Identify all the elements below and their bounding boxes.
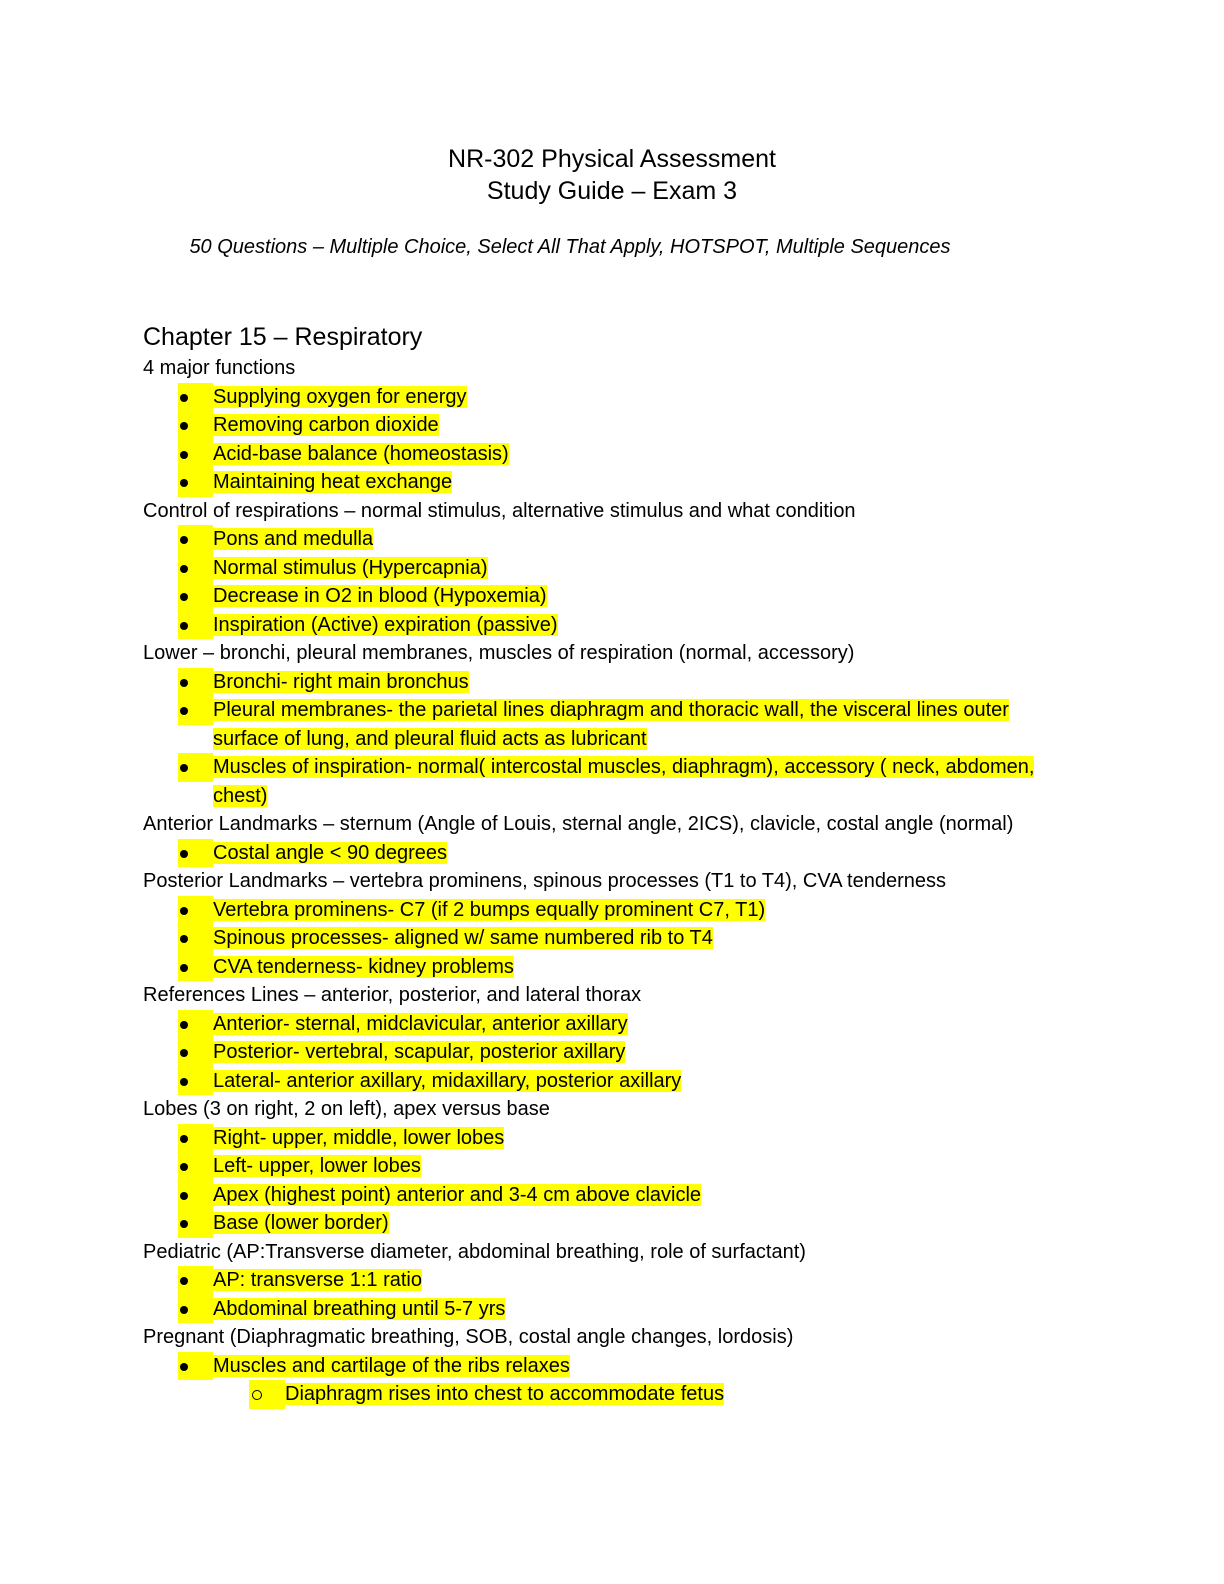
bullet-icon [178,411,213,440]
bullet-icon [178,753,213,782]
bullet-list [143,383,1073,497]
list-item [143,440,1073,469]
list-item [143,554,1073,583]
title-line-2: Study Guide – Exam 3 [486,177,738,205]
list-item [143,1124,1073,1153]
list-item [143,896,1073,925]
list-item-text: Costal angle < 90 degrees [213,841,448,864]
title-line-1: NR-302 Physical Assessment [448,145,776,173]
list-item [143,1209,1073,1238]
list-item-text: Decrease in O2 in blood (Hypoxemia) [213,585,547,607]
list-item [143,1067,1073,1096]
list-item [143,1010,1073,1039]
section-heading: Anterior Landmarks – sternum (Angle of Louis, sternal angle, 2ICS), clavicle, costal angle (normal) [143,813,1014,835]
list-item-text: CVA tenderness- kidney problems [213,955,514,978]
list-item-text: Base (lower border) [213,1212,389,1234]
bullet-icon [178,896,213,925]
bullet-list [143,668,1073,811]
section-heading: 4 major functions [143,357,296,379]
bullet-icon [178,1209,213,1238]
document-title [0,143,1224,207]
bullet-icon [178,1152,213,1181]
bullet-list [143,1266,1073,1323]
list-item-text: Muscles and cartilage of the ribs relaxes [213,1354,570,1377]
list-item [143,696,1073,753]
list-item [143,1352,1073,1381]
bullet-list [143,896,1073,982]
list-item [143,1181,1073,1210]
hollow-bullet-icon [249,1380,285,1409]
list-item [143,468,1073,497]
bullet-icon [178,1295,213,1324]
bullet-icon [178,611,213,640]
list-item-text: Posterior- vertebral, scapular, posterior axillary [213,1041,626,1063]
bullet-icon [178,1010,213,1039]
chapter-heading: Chapter 15 – Respiratory [143,323,423,351]
list-item-text: Supplying oxygen for energy [213,385,467,408]
bullet-icon [178,924,213,953]
bullet-icon [178,468,213,497]
section-heading: Posterior Landmarks – vertebra prominens, spinous processes (T1 to T4), CVA tenderness [143,870,946,892]
sub-list-item-text: Diaphragm rises into chest to accommodate fetus [285,1383,725,1405]
list-item-text: Acid-base balance (homeostasis) [213,442,509,465]
list-item-text: Pleural membranes- the parietal lines diaphragm and thoracic wall, the visceral lines outer surface of lung, and pleural fluid acts as lubricant [213,699,1009,750]
list-item [143,668,1073,697]
list-item [143,1266,1073,1295]
list-item-text: Abdominal breathing until 5-7 yrs [213,1297,506,1320]
list-item [143,525,1073,554]
bullet-icon [178,1124,213,1153]
list-item-text: Spinous processes- aligned w/ same numbered rib to T4 [213,927,713,949]
bullet-icon [178,1181,213,1210]
bullet-icon [178,1352,213,1381]
bullet-list [143,1124,1073,1238]
list-item [143,383,1073,412]
list-item-text: Maintaining heat exchange [213,471,453,493]
list-item [143,924,1073,953]
list-item-text: Removing carbon dioxide [213,414,439,436]
list-item [143,1038,1073,1067]
list-item [143,1152,1073,1181]
bullet-icon [178,383,213,412]
exam-format-note: 50 Questions – Multiple Choice, Select All That Apply, HOTSPOT, Multiple Sequences [189,236,951,258]
section-heading: Lobes (3 on right, 2 on left), apex versus base [143,1098,550,1120]
bullet-icon [178,839,213,868]
sections-container [143,354,1073,1409]
bullet-list [143,1352,1073,1409]
list-item-text: Pons and medulla [213,528,374,550]
list-item [143,1295,1073,1324]
section-heading: Pregnant (Diaphragmatic breathing, SOB, costal angle changes, lordosis) [143,1326,794,1348]
list-item-text: Apex (highest point) anterior and 3-4 cm above clavicle [213,1183,702,1206]
list-item-text: AP: transverse 1:1 ratio [213,1269,422,1291]
sub-list-item [143,1380,1073,1409]
document-body [143,321,1073,1409]
bullet-list [143,839,1073,868]
bullet-icon [178,525,213,554]
list-item-text: Anterior- sternal, midclavicular, anterior axillary [213,1012,628,1035]
section-heading: Lower – bronchi, pleural membranes, muscles of respiration (normal, accessory) [143,642,855,664]
bullet-icon [178,554,213,583]
list-item-text: Right- upper, middle, lower lobes [213,1126,505,1149]
list-item-text: Inspiration (Active) expiration (passive) [213,613,558,636]
bullet-list [143,1010,1073,1096]
list-item-text: Normal stimulus (Hypercapnia) [213,556,488,579]
bullet-list [143,525,1073,639]
list-item-text: Bronchi- right main bronchus [213,670,469,693]
bullet-icon [178,582,213,611]
bullet-icon [178,1067,213,1096]
bullet-icon [178,1038,213,1067]
section-heading: Control of respirations – normal stimulus, alternative stimulus and what condition [143,499,856,522]
bullet-icon [178,953,213,982]
list-item [143,839,1073,868]
section-heading: References Lines – anterior, posterior, and lateral thorax [143,984,642,1006]
list-item [143,411,1073,440]
bullet-icon [178,696,213,725]
list-item-text: Muscles of inspiration- normal( intercostal muscles, diaphragm), accessory ( neck, abdomen, chest) [213,756,1035,807]
list-item [143,753,1073,810]
list-item [143,953,1073,982]
list-item-text: Lateral- anterior axillary, midaxillary, posterior axillary [213,1069,682,1092]
section-heading: Pediatric (AP:Transverse diameter, abdominal breathing, role of surfactant) [143,1240,806,1263]
list-item-text: Vertebra prominens- C7 (if 2 bumps equally prominent C7, T1) [213,898,766,921]
bullet-icon [178,1266,213,1295]
list-item [143,582,1073,611]
bullet-icon [178,440,213,469]
bullet-icon [178,668,213,697]
list-item-text: Left- upper, lower lobes [213,1155,421,1177]
list-item [143,611,1073,640]
